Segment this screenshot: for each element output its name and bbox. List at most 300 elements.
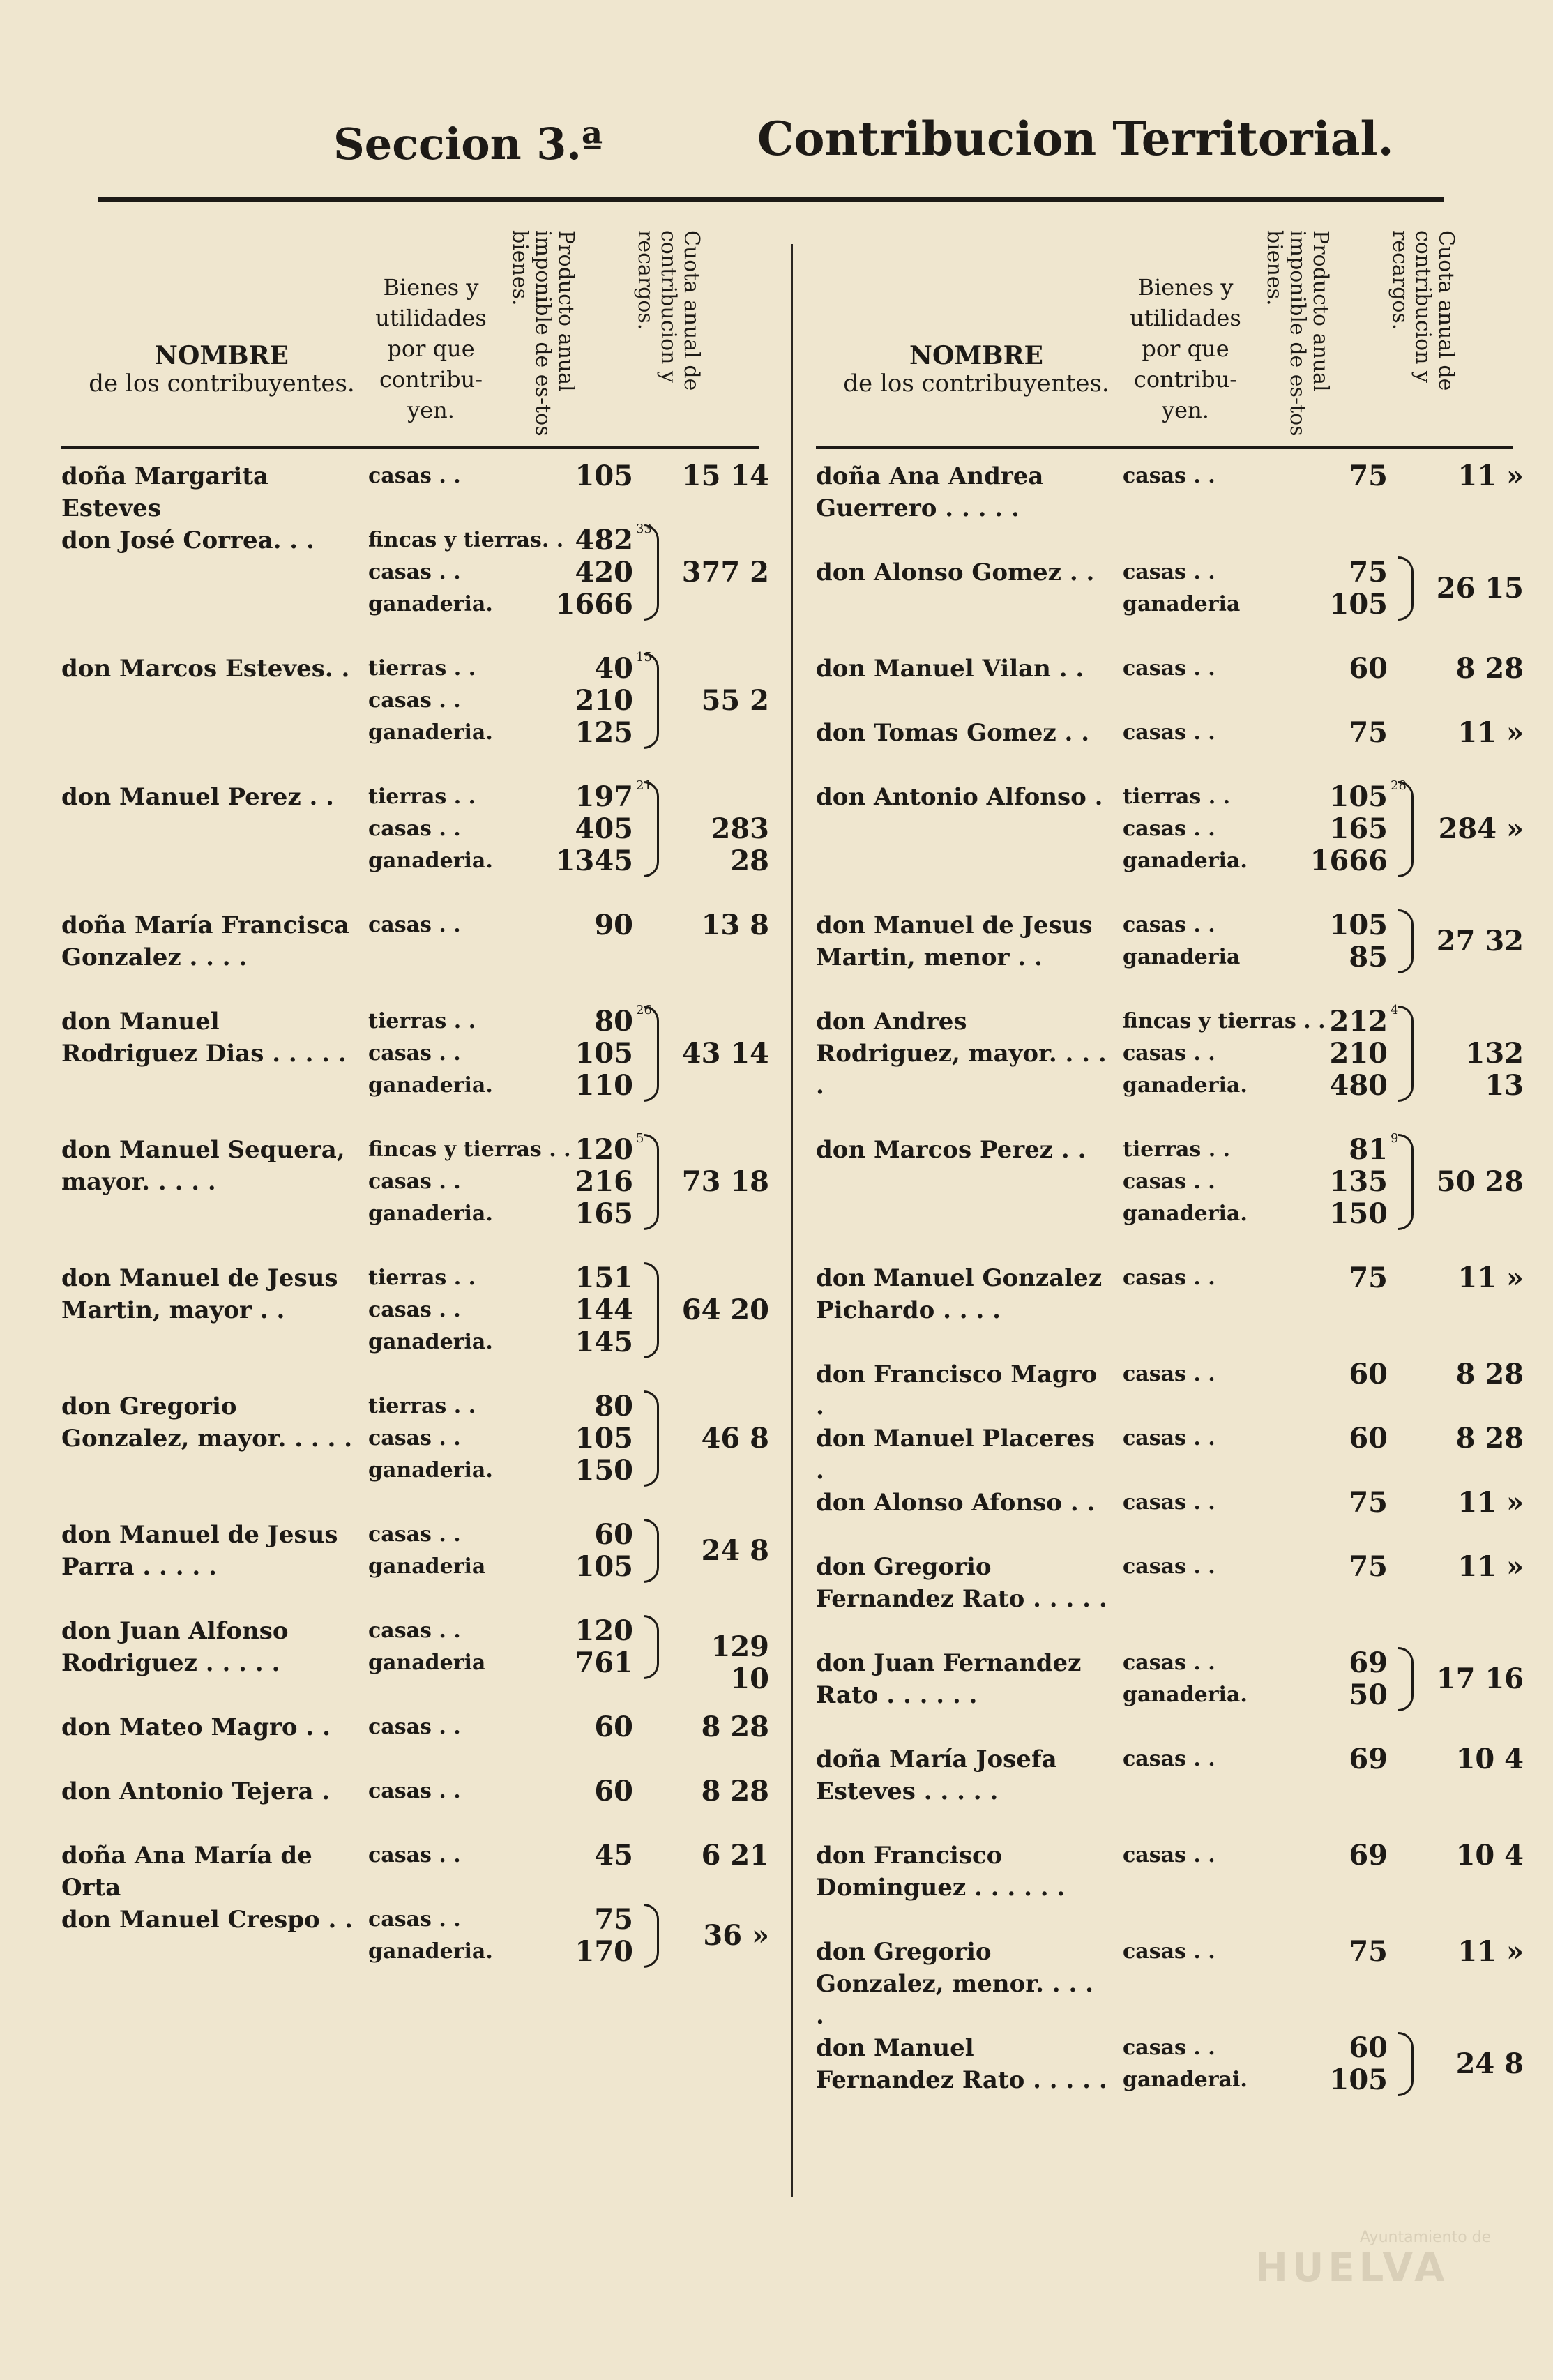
assets-list <box>1123 1743 1524 1775</box>
asset-label: casas . . <box>1123 1362 1215 1386</box>
tax-amount: 129 10 <box>711 1630 769 1695</box>
contributor-name: doña Ana Andrea Guerrero . . . . . <box>816 462 1044 522</box>
asset-value: 482 <box>575 524 633 556</box>
table-row <box>61 650 769 749</box>
asset-value: 105 <box>575 1422 633 1455</box>
asset-line <box>368 717 759 749</box>
asset-label: casas . . <box>1123 464 1215 488</box>
tax-amount: 283 28 <box>711 812 769 877</box>
contributor-name: don Marcos Esteves. . <box>61 655 350 683</box>
contributor-name: don Andres Rodriguez, mayor. . . . . <box>816 1008 1107 1100</box>
grouping-brace <box>1398 2032 1414 2096</box>
asset-label: tierras . . <box>1123 1137 1231 1162</box>
asset-value: 75 <box>1349 716 1388 749</box>
asset-value: 1345 <box>555 844 633 877</box>
grouping-brace <box>1398 556 1414 621</box>
asset-label: casas . . <box>1123 913 1215 937</box>
contributor-name: don Manuel Perez . . <box>61 783 334 811</box>
header-name <box>61 342 382 397</box>
table-row <box>816 1261 1524 1326</box>
asset-label: ganaderia. <box>368 1330 493 1354</box>
tax-amount: 10 4 <box>1455 1743 1524 1775</box>
table-row <box>61 1003 769 1102</box>
asset-value: 125 <box>575 716 633 749</box>
contributor-name: don Manuel Sequera, mayor. . . . . <box>61 1136 345 1196</box>
asset-value-fraction: 5 <box>636 1131 644 1146</box>
tax-amount: 10 4 <box>1455 1839 1524 1872</box>
asset-label: casas . . <box>368 560 461 584</box>
asset-label: ganaderia. <box>1123 1202 1248 1226</box>
tax-amount: 11 » <box>1457 716 1524 749</box>
asset-value: 75 <box>594 1903 633 1936</box>
asset-value: 165 <box>575 1197 633 1230</box>
asset-label: casas . . <box>1123 720 1215 745</box>
asset-label: casas . . <box>368 1715 461 1739</box>
asset-label: tierras . . <box>1123 785 1231 809</box>
contributor-name: don Manuel Rodriguez Dias . . . . . <box>61 1008 347 1068</box>
tax-amount: 24 8 <box>1455 2047 1524 2080</box>
contributor-name: don Tomas Gomez . . <box>816 719 1090 747</box>
asset-line <box>368 589 759 621</box>
asset-label: casas . . <box>368 1426 461 1450</box>
tax-amount: 24 8 <box>701 1534 769 1567</box>
table-row <box>816 1131 1524 1230</box>
asset-line <box>368 1131 759 1166</box>
asset-label: ganaderia <box>1123 945 1241 969</box>
asset-value: 69 <box>1349 1646 1388 1679</box>
asset-value: 69 <box>1349 1839 1388 1872</box>
tax-amount: 43 14 <box>681 1037 769 1070</box>
asset-label: ganaderia. <box>368 1458 493 1483</box>
tax-amount: 8 28 <box>1455 1358 1524 1390</box>
contributor-name: don Manuel de Jesus Martin, mayor . . <box>61 1264 338 1324</box>
asset-value: 120 <box>575 1614 633 1647</box>
header-bienes: Bienes y utilidades por que contribu-yen. <box>375 274 487 423</box>
asset-value: 90 <box>594 909 633 941</box>
tax-amount: 132 13 <box>1465 1037 1524 1102</box>
asset-value: 105 <box>575 1037 633 1070</box>
contributor-name: don Alonso Gomez . . <box>816 559 1095 586</box>
asset-value: 80 <box>594 1005 633 1038</box>
grouping-brace <box>644 1262 659 1358</box>
assets-list <box>368 1390 769 1487</box>
asset-value: 50 <box>1349 1678 1388 1711</box>
asset-value: 420 <box>575 556 633 589</box>
table-row <box>816 460 1524 524</box>
grouping-brace <box>644 1006 659 1102</box>
grouping-brace <box>1398 909 1414 973</box>
table-row <box>61 1390 769 1487</box>
asset-line <box>368 778 759 813</box>
page-header <box>0 112 1553 181</box>
table-row <box>816 2031 1524 2096</box>
tax-amount: 6 21 <box>701 1839 769 1872</box>
assets-list <box>368 1518 769 1583</box>
table-row <box>816 1422 1524 1485</box>
contributor-name: doña María Josefa Esteves . . . . . <box>816 1745 1057 1805</box>
asset-value: 150 <box>575 1454 633 1487</box>
asset-label: casas . . <box>1123 1169 1215 1194</box>
header-bienes: Bienes y utilidades por que contribu-yen. <box>1130 274 1241 423</box>
assets-list <box>368 1614 769 1695</box>
asset-label: casas . . <box>368 1169 461 1194</box>
table-row <box>816 1935 1524 2030</box>
table-row <box>61 909 769 973</box>
assets-list <box>1123 556 1524 621</box>
header-name-title: NOMBRE <box>155 341 289 370</box>
asset-value-fraction: 4 <box>1391 1003 1399 1017</box>
tax-amount: 26 15 <box>1436 572 1524 605</box>
asset-value: 75 <box>1349 1550 1388 1583</box>
header-producto: Producto anual imponible de es-tos bienes. <box>1262 230 1333 437</box>
assets-list <box>368 909 769 941</box>
asset-line <box>1123 1003 1513 1038</box>
top-rule <box>98 197 1444 202</box>
contributor-name: don Gregorio Gonzalez, menor. . . . . <box>816 1938 1093 2030</box>
assets-list <box>1123 1486 1524 1519</box>
header-cuota: Cuota anual de contribucion y recargos. <box>633 230 704 391</box>
asset-label: casas . . <box>1123 1426 1215 1450</box>
tax-amount: 15 14 <box>681 460 769 492</box>
rows-right <box>816 460 1524 2128</box>
tax-amount: 55 2 <box>701 684 769 717</box>
asset-value: 210 <box>575 684 633 717</box>
assets-list <box>368 1839 769 1872</box>
assets-list <box>1123 1261 1524 1294</box>
asset-value: 105 <box>1329 2063 1388 2096</box>
asset-value: 170 <box>575 1935 633 1968</box>
asset-label: casas . . <box>368 1619 461 1643</box>
table-row <box>816 1003 1524 1102</box>
asset-label: casas . . <box>1123 817 1215 841</box>
assets-list <box>1123 2031 1524 2096</box>
table-row <box>816 1646 1524 1711</box>
contributor-name: don Gregorio Fernandez Rato . . . . . <box>816 1553 1107 1613</box>
asset-label: casas . . <box>1123 1843 1215 1867</box>
asset-label: casas . . <box>368 1843 461 1867</box>
assets-list <box>1123 778 1524 877</box>
grouping-brace <box>1398 1006 1414 1102</box>
grouping-brace <box>644 781 659 877</box>
asset-label: ganaderia. <box>368 592 493 616</box>
tax-amount: 377 2 <box>681 556 769 589</box>
header-name <box>816 342 1137 397</box>
asset-label: ganaderia <box>1123 592 1241 616</box>
grouping-brace <box>644 1519 659 1583</box>
asset-line <box>368 650 759 685</box>
asset-value: 165 <box>1329 812 1388 845</box>
grouping-brace <box>1398 1647 1414 1711</box>
asset-value: 105 <box>1329 909 1388 941</box>
assets-list <box>368 1775 769 1807</box>
asset-value: 212 <box>1329 1005 1388 1038</box>
header-cuota: Cuota anual de contribucion y recargos. <box>1388 230 1458 391</box>
asset-line <box>1123 845 1513 877</box>
asset-value: 105 <box>575 1550 633 1583</box>
asset-label: ganaderia. <box>1123 1683 1248 1707</box>
asset-line <box>368 1390 759 1423</box>
asset-value: 105 <box>1329 780 1388 813</box>
contributor-name: don Manuel Vilan . . <box>816 655 1084 683</box>
table-row <box>816 1550 1524 1615</box>
asset-line <box>368 1455 759 1487</box>
asset-value: 105 <box>575 460 633 492</box>
contributor-name: doña Ana María de Orta <box>61 1842 312 1902</box>
assets-list <box>1123 1935 1524 1968</box>
assets-list <box>368 460 769 492</box>
asset-line <box>1123 1131 1513 1166</box>
asset-label: ganaderia. <box>368 1073 493 1098</box>
asset-value: 80 <box>594 1390 633 1423</box>
asset-value: 75 <box>1349 460 1388 492</box>
tax-amount: 27 32 <box>1436 925 1524 957</box>
asset-value: 60 <box>1349 2031 1388 2064</box>
asset-value-fraction: 26 <box>636 1003 652 1017</box>
tax-amount: 46 8 <box>701 1422 769 1455</box>
page-title: Contribucion Territorial. <box>757 112 1394 166</box>
asset-label: ganaderia. <box>368 849 493 873</box>
asset-value-fraction: 21 <box>636 778 652 793</box>
asset-value: 75 <box>1349 556 1388 589</box>
contributor-name: don Francisco Dominguez . . . . . . <box>816 1842 1066 1902</box>
assets-list <box>368 778 769 877</box>
tax-amount: 36 » <box>703 1919 769 1952</box>
contributor-name: doña Margarita Esteves <box>61 462 268 522</box>
grouping-brace <box>644 1904 659 1968</box>
asset-label: casas . . <box>1123 1266 1215 1290</box>
tax-amount: 8 28 <box>701 1711 769 1743</box>
asset-value-fraction: 28 <box>1391 778 1407 793</box>
tax-amount: 17 16 <box>1436 1662 1524 1695</box>
grouping-brace <box>644 653 659 749</box>
contributor-name: don Mateo Magro . . <box>61 1713 331 1741</box>
asset-label: tierras . . <box>368 656 476 681</box>
asset-value-fraction: 33 <box>636 522 652 536</box>
table-row <box>816 1839 1524 1904</box>
assets-list <box>1123 909 1524 973</box>
left-column <box>61 223 769 2245</box>
table-row <box>816 778 1524 877</box>
asset-value: 120 <box>575 1133 633 1166</box>
contributor-name: don Manuel Placeres . <box>816 1425 1096 1485</box>
asset-value: 60 <box>1349 1422 1388 1455</box>
assets-list <box>368 1003 769 1102</box>
asset-value: 45 <box>594 1839 633 1872</box>
tax-amount: 8 28 <box>1455 1422 1524 1455</box>
table-row <box>816 1358 1524 1420</box>
table-row <box>816 652 1524 685</box>
asset-label: ganaderia. <box>1123 1073 1248 1098</box>
assets-list <box>1123 1003 1524 1102</box>
asset-value: 1666 <box>555 588 633 621</box>
rows-left <box>61 460 769 2000</box>
tax-amount: 73 18 <box>681 1165 769 1198</box>
asset-value: 75 <box>1349 1935 1388 1968</box>
grouping-brace <box>644 1134 659 1230</box>
asset-value: 60 <box>1349 1358 1388 1390</box>
table-header-left <box>61 223 759 449</box>
asset-value: 75 <box>1349 1261 1388 1294</box>
asset-line <box>368 524 759 556</box>
asset-label: tierras . . <box>368 1009 476 1033</box>
contributor-name: doña María Francisca Gonzalez . . . . <box>61 911 350 971</box>
asset-value: 81 <box>1349 1133 1388 1166</box>
tax-amount: 11 » <box>1457 1486 1524 1519</box>
asset-value: 197 <box>575 780 633 813</box>
asset-label: ganaderia. <box>1123 849 1248 873</box>
header-name-title: NOMBRE <box>909 341 1043 370</box>
asset-value: 40 <box>594 652 633 685</box>
grouping-brace <box>644 524 659 621</box>
asset-value: 69 <box>1349 1743 1388 1775</box>
contributor-name: don Antonio Tejera . <box>61 1778 331 1805</box>
asset-value: 761 <box>575 1646 633 1679</box>
table-row <box>816 716 1524 749</box>
asset-label: fincas y tierras. . <box>368 528 564 552</box>
asset-label: ganaderai. <box>1123 2068 1248 2092</box>
table-row <box>816 1743 1524 1807</box>
contributor-name: don José Correa. . . <box>61 526 315 554</box>
asset-label: casas . . <box>368 817 461 841</box>
asset-label: ganaderia. <box>368 720 493 745</box>
contributor-name: don Manuel Crespo . . <box>61 1906 354 1934</box>
asset-label: ganaderia <box>368 1554 486 1579</box>
assets-list <box>1123 1422 1524 1455</box>
asset-value: 60 <box>1349 652 1388 685</box>
asset-value: 60 <box>594 1711 633 1743</box>
asset-value: 60 <box>594 1775 633 1807</box>
section-number: Seccion 3.ª <box>333 119 603 169</box>
asset-label: casas . . <box>1123 1939 1215 1964</box>
contributor-name: don Juan Fernandez Rato . . . . . . <box>816 1649 1082 1709</box>
asset-line <box>1123 778 1513 813</box>
asset-label: tierras . . <box>368 1266 476 1290</box>
grouping-brace <box>644 1615 659 1679</box>
asset-label: casas . . <box>1123 1041 1215 1066</box>
table-row <box>816 556 1524 621</box>
table-row <box>61 1131 769 1230</box>
asset-value: 105 <box>1329 588 1388 621</box>
assets-list <box>368 1903 769 1968</box>
asset-value: 150 <box>1329 1197 1388 1230</box>
contributor-name: don Juan Alfonso Rodriguez . . . . . <box>61 1617 289 1677</box>
asset-value: 145 <box>575 1326 633 1358</box>
asset-label: casas . . <box>1123 2036 1215 2060</box>
assets-list <box>1123 652 1524 685</box>
asset-value: 85 <box>1349 941 1388 973</box>
asset-label: casas . . <box>368 1907 461 1932</box>
table-row <box>61 778 769 877</box>
table-row <box>61 460 769 522</box>
asset-label: casas . . <box>368 1041 461 1066</box>
column-divider <box>791 244 793 2197</box>
header-name-sub: de los contribuyentes. <box>89 370 355 397</box>
asset-label: casas . . <box>1123 1747 1215 1771</box>
grouping-brace <box>1398 1134 1414 1230</box>
watermark-subtitle: Ayuntamiento de <box>1360 2229 1492 2246</box>
contributor-name: don Antonio Alfonso . <box>816 783 1103 811</box>
assets-list <box>368 1261 769 1358</box>
asset-label: casas . . <box>368 913 461 937</box>
assets-list <box>1123 460 1524 492</box>
asset-label: fincas y tierras . . <box>368 1137 571 1162</box>
contributor-name: don Manuel de Jesus Martin, menor . . <box>816 911 1093 971</box>
tax-amount: 284 » <box>1438 812 1524 845</box>
asset-value: 405 <box>575 812 633 845</box>
asset-value: 75 <box>1349 1486 1388 1519</box>
asset-value: 210 <box>1329 1037 1388 1070</box>
asset-value-fraction: 15 <box>636 650 652 665</box>
table-row <box>61 1614 769 1695</box>
assets-list <box>1123 1550 1524 1583</box>
asset-value: 480 <box>1329 1069 1388 1102</box>
table-row <box>61 522 769 621</box>
tax-amount: 64 20 <box>681 1294 769 1326</box>
tax-amount: 13 8 <box>701 909 769 941</box>
asset-value-fraction: 9 <box>1391 1131 1399 1146</box>
tax-amount: 11 » <box>1457 1935 1524 1968</box>
assets-list <box>368 1711 769 1743</box>
assets-list <box>1123 1839 1524 1872</box>
contributor-name: don Manuel de Jesus Parra . . . . . <box>61 1521 338 1581</box>
asset-label: ganaderia <box>368 1651 486 1675</box>
asset-label: casas . . <box>368 1779 461 1803</box>
table-row <box>61 1711 769 1743</box>
tax-amount: 11 » <box>1457 460 1524 492</box>
asset-value: 60 <box>594 1518 633 1551</box>
tax-amount: 8 28 <box>701 1775 769 1807</box>
asset-label: casas . . <box>1123 1651 1215 1675</box>
table-header-right <box>816 223 1513 449</box>
assets-list <box>368 1131 769 1230</box>
asset-label: casas . . <box>368 688 461 713</box>
asset-label: casas . . <box>1123 656 1215 681</box>
contributor-name: don Manuel Gonzalez Pichardo . . . . <box>816 1264 1103 1324</box>
header-name-sub: de los contribuyentes. <box>843 370 1109 397</box>
asset-line <box>1123 1198 1513 1230</box>
tax-amount: 8 28 <box>1455 652 1524 685</box>
contributor-name: don Manuel Fernandez Rato . . . . . <box>816 2034 1107 2094</box>
asset-line <box>368 1003 759 1038</box>
tax-amount: 11 » <box>1457 1261 1524 1294</box>
asset-value: 1666 <box>1310 844 1388 877</box>
table-row <box>816 1486 1524 1519</box>
asset-label: casas . . <box>1123 560 1215 584</box>
assets-list <box>1123 716 1524 749</box>
table-row <box>61 1839 769 1902</box>
asset-line <box>368 1070 759 1102</box>
grouping-brace <box>1398 781 1414 877</box>
contributor-name: don Francisco Magro . <box>816 1360 1098 1420</box>
right-column <box>816 223 1524 2245</box>
assets-list <box>1123 1131 1524 1230</box>
tax-amount: 50 28 <box>1436 1165 1524 1198</box>
asset-label: casas . . <box>1123 1490 1215 1515</box>
asset-label: casas . . <box>368 1522 461 1547</box>
table-row <box>61 1518 769 1583</box>
asset-value: 151 <box>575 1261 633 1294</box>
asset-value: 216 <box>575 1165 633 1198</box>
assets-list <box>368 650 769 749</box>
asset-line <box>368 1326 759 1358</box>
asset-value: 110 <box>575 1069 633 1102</box>
asset-label: tierras . . <box>368 1394 476 1418</box>
grouping-brace <box>644 1390 659 1487</box>
table-row <box>61 1903 769 1968</box>
asset-label: ganaderia. <box>368 1939 493 1964</box>
assets-list <box>1123 1358 1524 1390</box>
table-row <box>61 1775 769 1807</box>
